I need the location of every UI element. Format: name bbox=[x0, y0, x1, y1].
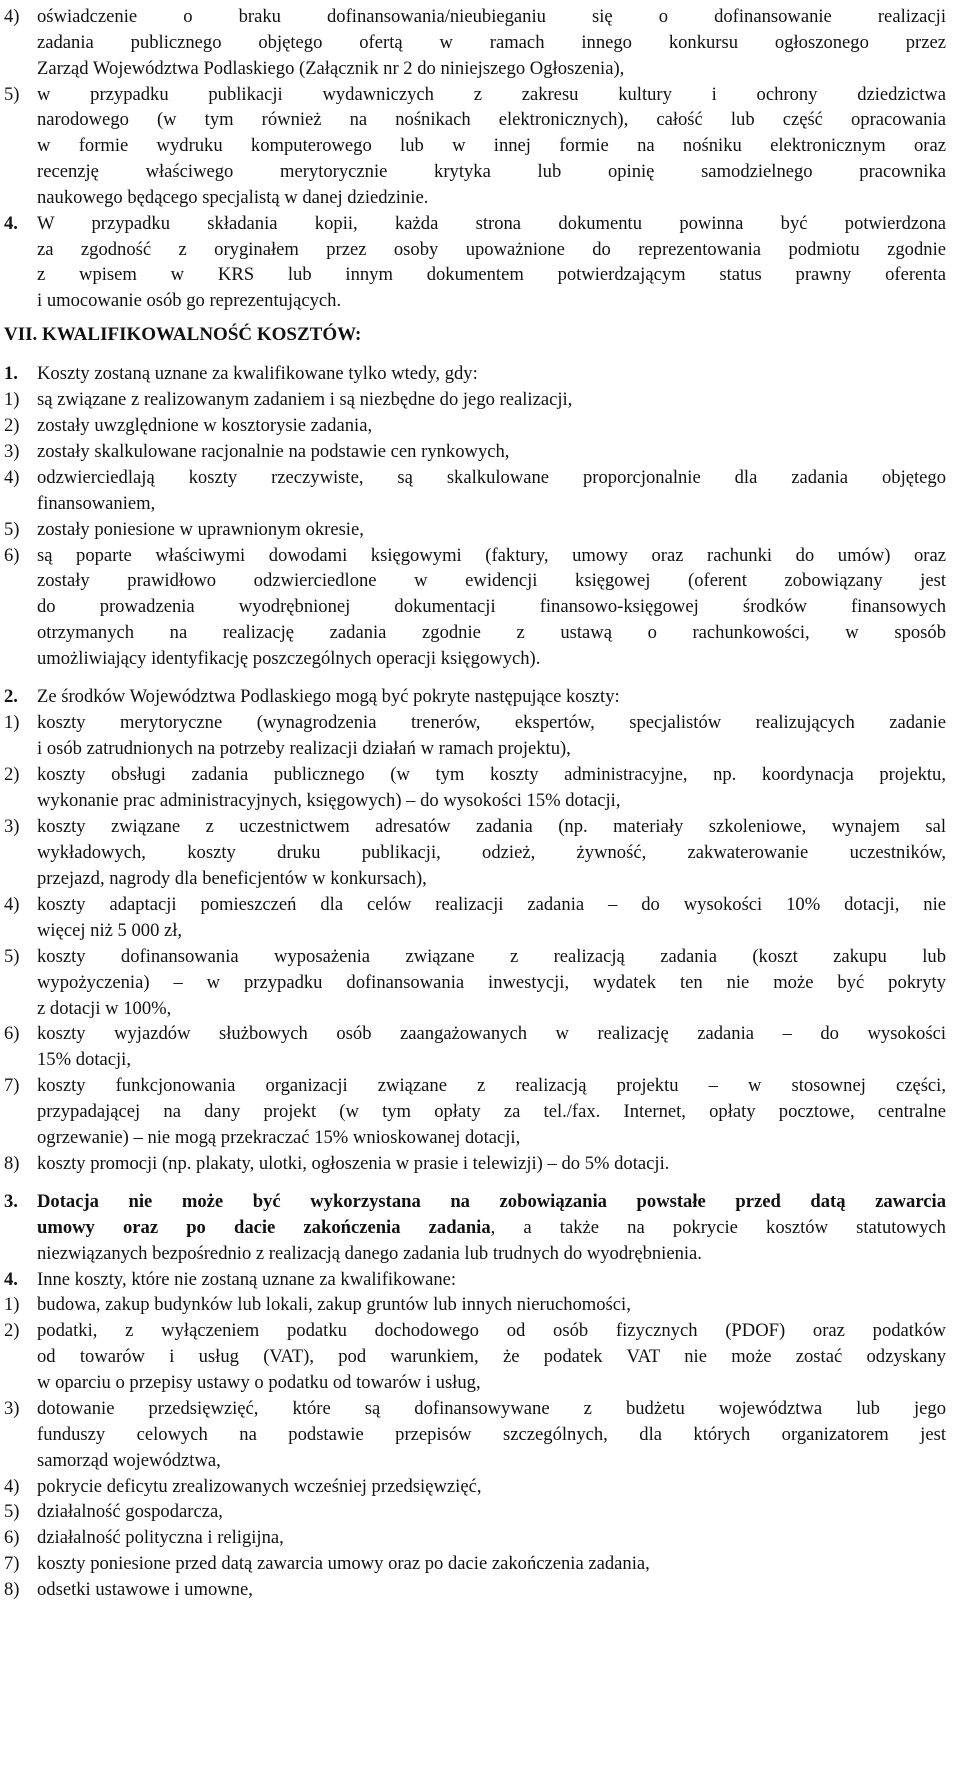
text-line: działalność gospodarcza, bbox=[37, 1501, 223, 1522]
text-line: są związane z realizowanym zadaniem i są niezbędne do jego realizacji, bbox=[37, 389, 573, 410]
text-line: budowa, zakup budynków lub lokali, zakup gruntów lub innych nieruchomości, bbox=[37, 1294, 631, 1315]
text-line: Inne koszty, które nie zostaną uznane za kwalifikowane: bbox=[37, 1269, 457, 1290]
text-line: przypadającej na dany projekt (w tym opłaty za tel./fax. Internet, opłaty pocztowe, centralne bbox=[37, 1101, 946, 1122]
text-line: recenzję właściwego merytorycznie krytyka lub opinię samodzielnego pracownika bbox=[37, 161, 946, 182]
text-line: odsetki ustawowe i umowne, bbox=[37, 1579, 253, 1600]
list-number: 2. bbox=[4, 686, 18, 707]
list-number: 8) bbox=[4, 1153, 20, 1174]
list-number: 4) bbox=[4, 467, 20, 488]
text-line bbox=[37, 1189, 946, 1215]
text-line: Ze środków Województwa Podlaskiego mogą być pokryte następujące koszty: bbox=[37, 686, 620, 707]
list-number: 6) bbox=[4, 1023, 20, 1044]
text-line: W przypadku składania kopii, każda strona dokumentu powinna być potwierdzona bbox=[37, 213, 946, 234]
list-number: 3) bbox=[4, 1398, 20, 1419]
text-line: koszty związane z uczestnictwem adresatów zadania (np. materiały szkoleniowe, wynajem sal bbox=[37, 816, 946, 837]
list-number: 1) bbox=[4, 712, 20, 733]
bold-text: Dotacja nie może być wykorzystana na zobowiązania powstałe przed datą zawarcia bbox=[37, 1191, 946, 1212]
list-number: 4. bbox=[4, 213, 18, 234]
text-line: naukowego będącego specjalistą w danej dziedzinie. bbox=[37, 187, 429, 208]
text-line: i osób zatrudnionych na potrzeby realizacji działań w ramach projektu), bbox=[37, 738, 571, 759]
text-line: zostały prawidłowo odzwierciedlone w ewidencji księgowej (oferent zobowiązany jest bbox=[37, 570, 946, 591]
text-line: niezwiązanych bezpośrednio z realizacją danego zadania lub trudnych do wyodrębnienia. bbox=[37, 1243, 702, 1264]
text-line: ogrzewanie) – nie mogą przekraczać 15% wnioskowanej dotacji, bbox=[37, 1127, 521, 1148]
text-line: w oparciu o przepisy ustawy o podatku od towarów i usług, bbox=[37, 1372, 481, 1393]
text-line: z dotacji w 100%, bbox=[37, 998, 172, 1019]
text-line: koszty promocji (np. plakaty, ulotki, ogłoszenia w prasie i telewizji) – do 5% dotacji. bbox=[37, 1153, 670, 1174]
text-line: przejazd, nagrody dla beneficjentów w konkursach), bbox=[37, 868, 427, 889]
list-number: 5) bbox=[4, 1501, 20, 1522]
text-line: dotowanie przedsięwzięć, które są dofinansowywane z budżetu województwa lub jego bbox=[37, 1398, 946, 1419]
text-line: w formie wydruku komputerowego lub w innej formie na nośniku elektronicznym oraz bbox=[37, 135, 946, 156]
text-line: do prowadzenia wyodrębnionej dokumentacji finansowo-księgowej środków finansowych bbox=[37, 596, 946, 617]
bold-text: umowy oraz po dacie zakończenia zadania bbox=[37, 1217, 491, 1238]
text-line: zostały uwzględnione w kosztorysie zadania, bbox=[37, 415, 373, 436]
text-line: otrzymanych na realizację zadania zgodnie z ustawą o rachunkowości, w sposób bbox=[37, 622, 946, 643]
list-number: 3) bbox=[4, 441, 20, 462]
list-number: 5) bbox=[4, 519, 20, 540]
text-line: zadania publicznego objętego ofertą w ramach innego konkursu ogłoszonego przez bbox=[37, 32, 946, 53]
text-line: koszty merytoryczne (wynagrodzenia trenerów, ekspertów, specjalistów realizujących zadanie bbox=[37, 712, 946, 733]
list-number: 3. bbox=[4, 1191, 18, 1212]
list-number: 4) bbox=[4, 1476, 20, 1497]
text-line bbox=[37, 1215, 946, 1241]
list-number: 3) bbox=[4, 816, 20, 837]
text-line: Koszty zostaną uznane za kwalifikowane tylko wtedy, gdy: bbox=[37, 363, 478, 384]
text-line: oświadczenie o braku dofinansowania/nieubieganiu się o dofinansowanie realizacji bbox=[37, 6, 946, 27]
list-number: 6) bbox=[4, 545, 20, 566]
text-span: , a także na pokrycie kosztów statutowych bbox=[490, 1217, 946, 1238]
text-line: koszty poniesione przed datą zawarcia umowy oraz po dacie zakończenia zadania, bbox=[37, 1553, 650, 1574]
text-line: 15% dotacji, bbox=[37, 1049, 131, 1070]
list-number: 7) bbox=[4, 1553, 20, 1574]
list-number: 4. bbox=[4, 1269, 18, 1290]
text-line: koszty dofinansowania wyposażenia związane z realizacją zadania (koszt zakupu lub bbox=[37, 946, 946, 967]
text-line: podatki, z wyłączeniem podatku dochodowego od osób fizycznych (PDOF) oraz podatków bbox=[37, 1320, 946, 1341]
text-line: od towarów i usług (VAT), pod warunkiem, że podatek VAT nie może zostać odzyskany bbox=[37, 1346, 946, 1367]
list-number: 5) bbox=[4, 84, 20, 105]
list-number: 5) bbox=[4, 946, 20, 967]
text-line: wykładowych, koszty druku publikacji, odzież, żywność, zakwaterowanie uczestników, bbox=[37, 842, 946, 863]
text-line: finansowaniem, bbox=[37, 493, 156, 514]
text-line: i umocowanie osób go reprezentujących. bbox=[37, 290, 342, 311]
text-line: więcej niż 5 000 zł, bbox=[37, 920, 183, 941]
list-number: 2) bbox=[4, 415, 20, 436]
list-number: 7) bbox=[4, 1075, 20, 1096]
text-line: odzwierciedlają koszty rzeczywiste, są skalkulowane proporcjonalnie dla zadania objętego bbox=[37, 467, 946, 488]
list-number: 1) bbox=[4, 1294, 20, 1315]
text-line: zostały skalkulowane racjonalnie na podstawie cen rynkowych, bbox=[37, 441, 510, 462]
text-line: umożliwiający identyfikację poszczególnych operacji księgowych). bbox=[37, 648, 541, 669]
text-line: Zarząd Województwa Podlaskiego (Załącznik nr 2 do niniejszego Ogłoszenia), bbox=[37, 58, 625, 79]
list-number: 4) bbox=[4, 894, 20, 915]
section-heading: VII. KWALIFIKOWALNOŚĆ KOSZTÓW: bbox=[4, 324, 362, 345]
list-number: 4) bbox=[4, 6, 20, 27]
text-line: koszty funkcjonowania organizacji związane z realizacją projektu – w stosownej części, bbox=[37, 1075, 946, 1096]
text-line: pokrycie deficytu zrealizowanych wcześniej przedsięwzięć, bbox=[37, 1476, 482, 1497]
text-line: koszty wyjazdów służbowych osób zaangażowanych w realizację zadania – do wysokości bbox=[37, 1023, 946, 1044]
text-line: za zgodność z oryginałem przez osoby upoważnione do reprezentowania podmiotu zgodnie bbox=[37, 239, 946, 260]
list-number: 1. bbox=[4, 363, 18, 384]
text-line: wykonanie prac administracyjnych, księgowych) – do wysokości 15% dotacji, bbox=[37, 790, 621, 811]
text-line: koszty adaptacji pomieszczeń dla celów realizacji zadania – do wysokości 10% dotacji, nie bbox=[37, 894, 946, 915]
text-line: z wpisem w KRS lub innym dokumentem potwierdzającym status prawny oferenta bbox=[37, 264, 946, 285]
text-line: są poparte właściwymi dowodami księgowymi (faktury, umowy oraz rachunki do umów) oraz bbox=[37, 545, 946, 566]
list-number: 6) bbox=[4, 1527, 20, 1548]
text-line: samorząd województwa, bbox=[37, 1450, 221, 1471]
list-number: 1) bbox=[4, 389, 20, 410]
text-line: koszty obsługi zadania publicznego (w tym koszty administracyjne, np. koordynacja projektu, bbox=[37, 764, 946, 785]
text-line: funduszy celowych na podstawie przepisów szczególnych, dla których organizatorem jest bbox=[37, 1424, 946, 1445]
list-number: 2) bbox=[4, 1320, 20, 1341]
text-line: wypożyczenia) – w przypadku dofinansowania inwestycji, wydatek ten nie może być pokryty bbox=[37, 972, 946, 993]
list-number: 8) bbox=[4, 1579, 20, 1600]
list-number: 2) bbox=[4, 764, 20, 785]
text-line: zostały poniesione w uprawnionym okresie, bbox=[37, 519, 364, 540]
text-line: narodowego (w tym również na nośnikach elektronicznych), całość lub część opracowania bbox=[37, 109, 946, 130]
text-line: w przypadku publikacji wydawniczych z zakresu kultury i ochrony dziedzictwa bbox=[37, 84, 946, 105]
text-line: działalność polityczna i religijna, bbox=[37, 1527, 284, 1548]
